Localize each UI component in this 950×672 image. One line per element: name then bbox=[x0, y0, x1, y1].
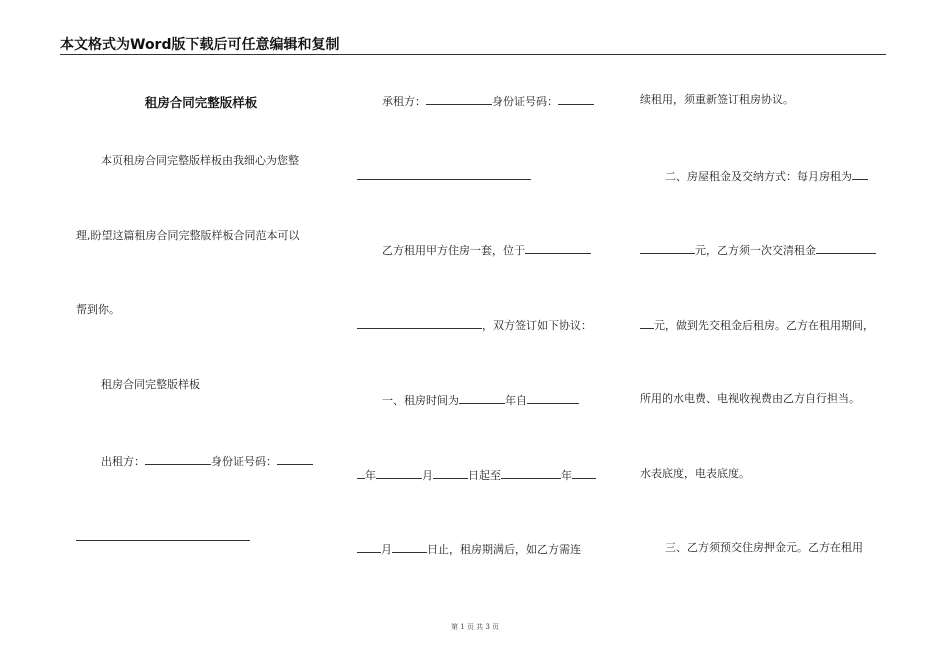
lessee-line bbox=[382, 93, 594, 109]
start-year-cont-blank bbox=[357, 467, 365, 479]
lessor-name-blank bbox=[145, 453, 211, 465]
monthly-rent-blank bbox=[852, 168, 868, 180]
start-day-blank bbox=[433, 467, 468, 479]
section-heading: 租房合同完整版样板 bbox=[101, 378, 200, 391]
monthly-rent-cont-blank bbox=[640, 242, 695, 254]
page-footer: 第 1 页 共 3 页 bbox=[450, 623, 500, 631]
term-years-blank bbox=[459, 392, 505, 404]
term-line bbox=[382, 392, 579, 408]
lessor-continuation-rule bbox=[76, 540, 250, 541]
column-3 bbox=[640, 0, 890, 672]
end-month-unit: 月 bbox=[381, 543, 392, 556]
agreement-suffix: ，双方签订如下协议： bbox=[482, 319, 592, 332]
end-year-unit: 年 bbox=[561, 469, 572, 482]
address-line bbox=[382, 242, 591, 258]
rent-label: 二、房屋租金及交纳方式：每月房租为 bbox=[665, 170, 852, 183]
column-2 bbox=[357, 0, 607, 672]
start-month-blank bbox=[376, 467, 422, 479]
utilities-line: 所用的水电费、电视收视费由乙方自行担当。 bbox=[640, 392, 860, 405]
lessor-label: 出租方： bbox=[101, 455, 145, 468]
lessee-label: 承租方： bbox=[382, 95, 426, 108]
lessor-id-label: 身份证号码： bbox=[211, 455, 277, 468]
column-1 bbox=[76, 0, 326, 672]
deposit-line: 三、乙方须预交住房押金元。乙方在租用 bbox=[665, 541, 863, 554]
start-day-label: 日起至 bbox=[468, 469, 501, 482]
intro-line-3: 帮到你。 bbox=[76, 303, 120, 316]
agreement-line bbox=[357, 317, 592, 333]
payment-text: 元，乙方须一次交清租金 bbox=[695, 244, 816, 257]
intro-line-1: 本页租房合同完整版样板由我细心为您整 bbox=[101, 154, 299, 167]
header-text: 本文格式为Word版下载后可任意编辑和复制 bbox=[60, 37, 340, 53]
prepay-line bbox=[640, 317, 874, 333]
address-continuation-blank bbox=[357, 317, 482, 329]
end-day-blank bbox=[392, 541, 427, 553]
date-range-line bbox=[357, 467, 596, 483]
lessee-id-label: 身份证号码： bbox=[492, 95, 558, 108]
document-title: 租房合同完整版样板 bbox=[144, 95, 258, 110]
lessee-name-blank bbox=[426, 93, 492, 105]
prepay-text: 元，做到先交租金后租房。乙方在租用期间， bbox=[654, 319, 874, 332]
meter-line: 水表底度，电表底度。 bbox=[640, 467, 750, 480]
address-prefix: 乙方租用甲方住房一套，位于 bbox=[382, 244, 525, 257]
lessor-line bbox=[101, 453, 313, 469]
payment-line bbox=[640, 242, 876, 258]
lump-sum-cont-blank bbox=[640, 317, 654, 329]
end-month-blank bbox=[357, 541, 381, 553]
lessor-id-blank bbox=[277, 453, 313, 465]
start-year-unit: 年 bbox=[365, 469, 376, 482]
term-end-line bbox=[357, 541, 581, 557]
term-year-unit: 年 bbox=[505, 394, 516, 407]
end-month-blank-start bbox=[572, 467, 596, 479]
start-year-blank bbox=[527, 392, 579, 404]
intro-line-2: 理,盼望这篇租房合同完整版样板合同范本可以 bbox=[76, 229, 300, 242]
end-day-label: 日止，租房期满后，如乙方需连 bbox=[427, 543, 581, 556]
rent-line bbox=[665, 168, 868, 184]
lessee-continuation-rule bbox=[357, 179, 531, 180]
address-blank bbox=[525, 242, 591, 254]
end-year-blank bbox=[501, 467, 561, 479]
term-prefix: 一、租房时间为 bbox=[382, 394, 459, 407]
lessee-id-blank bbox=[558, 93, 594, 105]
lump-sum-blank bbox=[816, 242, 876, 254]
renewal-line: 续租用，须重新签订租房协议。 bbox=[640, 93, 794, 106]
start-month-unit: 月 bbox=[422, 469, 433, 482]
term-from: 自 bbox=[516, 394, 527, 407]
